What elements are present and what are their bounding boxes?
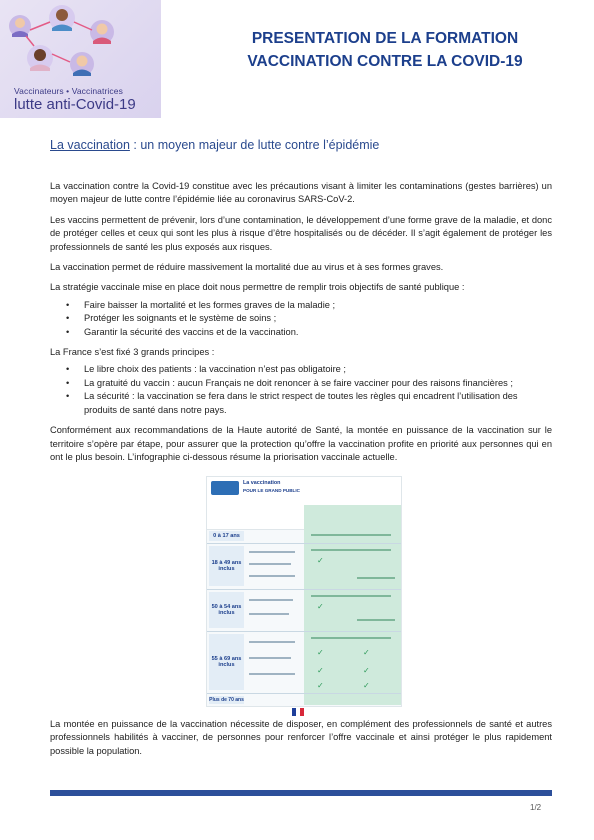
- bullet-icon: •: [66, 377, 70, 388]
- checkmark-icon: ✓: [363, 648, 370, 657]
- age-group-0-17: 0 à 17 ans: [209, 531, 244, 541]
- bullet-icon: •: [66, 299, 70, 310]
- checkmark-icon: ✓: [363, 681, 370, 690]
- age-group-18-49: 18 à 49 ans inclus: [209, 546, 244, 586]
- french-flag-icon: [292, 708, 304, 716]
- paragraph-1: La vaccination contre la Covid-19 constitue avec les précautions visant à limiter les contaminations (gestes barrières) un moyen majeur de lutte contre l’épidémie liée au coronavirus SARS-CoV-2.: [50, 181, 552, 205]
- paragraph-7: La montée en puissance de la vaccination nécessite de disposer, en complément des professionnels de santé et autres professionnels habilités à vacciner, de personnes pour renforcer l’offre vaccinale et ainsi protéger le plus rapidement possible la population.: [50, 719, 552, 756]
- infographic-title: La vaccination: [243, 480, 281, 486]
- list-item: • Garantir la sécurité des vaccins et de la vaccination.: [50, 326, 552, 339]
- age-group-55-69: 55 à 69 ans inclus: [209, 634, 244, 690]
- infographic-subtitle: POUR LE GRAND PUBLIC: [243, 488, 300, 493]
- list-item: • Faire baisser la mortalité et les formes graves de la maladie ;: [50, 299, 552, 312]
- logo-title: lutte anti-Covid-19: [14, 96, 136, 113]
- paragraph-2: Les vaccins permettent de prévenir, lors d’une contamination, le développement d’une forme grave de la maladie, et donc de protéger celles et ceux qui sont les plus à risque d’être hospitalisés ou de décéder. Il s’agit également de protéger les professionnels de santé les plus exposés aux risques.: [50, 214, 552, 252]
- age-group-50-54: 50 à 54 ans inclus: [209, 592, 244, 628]
- people-illustration: [0, 0, 161, 86]
- bullet-icon: •: [66, 391, 70, 402]
- ministry-logo-icon: [211, 481, 239, 495]
- infographic-header: [207, 477, 401, 505]
- bullet-icon: •: [66, 364, 70, 375]
- body-text: [50, 180, 552, 464]
- objectives-list: [50, 299, 552, 339]
- list-item: • Protéger les soignants et le système de soins ;: [50, 312, 552, 325]
- checkmark-icon: ✓: [317, 602, 324, 611]
- body-text-bottom: [50, 718, 552, 758]
- section-heading-rest: : un moyen majeur de lutte contre l’épidémie: [129, 138, 380, 152]
- checkmark-icon: ✓: [363, 666, 370, 675]
- checkmark-icon: ✓: [317, 666, 324, 675]
- bullet-icon: •: [66, 326, 70, 337]
- paragraph-6: Conformément aux recommandations de la Haute autorité de Santé, la montée en puissance de la vaccination sur le territoire s’opère par étape, pour assurer que la protection qu’offre la vaccination profite en priorité aux personnes qui en ont le plus besoin. L’infographie ci-dessous résume la priorisation vaccinale actuelle.: [50, 425, 552, 462]
- document-title-line2: VACCINATION CONTRE LA COVID-19: [247, 53, 523, 70]
- checkmark-icon: ✓: [317, 681, 324, 690]
- document-title-line1: PRESENTATION DE LA FORMATION: [251, 30, 519, 47]
- vaccination-infographic: [206, 476, 402, 707]
- list-item: • Le libre choix des patients : la vaccination n’est pas obligatoire ;: [50, 363, 552, 376]
- section-heading-link: La vaccination: [50, 138, 130, 152]
- age-group-70-plus: Plus de 70 ans: [209, 696, 244, 703]
- logo: [0, 0, 161, 118]
- principles-list: [50, 363, 552, 417]
- list-item: • La sécurité : la vaccination se fera dans le strict respect de toutes les règles qui encadrent l’utilisation des produits de santé dans notre pays.: [66, 391, 518, 415]
- checkmark-icon: ✓: [317, 556, 324, 565]
- paragraph-3: La vaccination permet de réduire massivement la mortalité due au virus et à ses formes graves.: [50, 262, 444, 273]
- page-number: 1/2: [530, 803, 542, 812]
- checkmark-icon: ✓: [317, 648, 324, 657]
- paragraph-4: La stratégie vaccinale mise en place doit nous permettre de remplir trois objectifs de santé publique :: [50, 282, 465, 293]
- footer-bar: [50, 790, 552, 796]
- list-item: • La gratuité du vaccin : aucun Français ne doit renoncer à se faire vacciner pour des raisons financières ;: [50, 377, 552, 390]
- paragraph-5: La France s’est fixé 3 grands principes :: [50, 347, 215, 358]
- section-heading: [50, 138, 379, 152]
- logo-tagline: Vaccinateurs • Vaccinatrices: [14, 86, 123, 96]
- bullet-icon: •: [66, 313, 70, 324]
